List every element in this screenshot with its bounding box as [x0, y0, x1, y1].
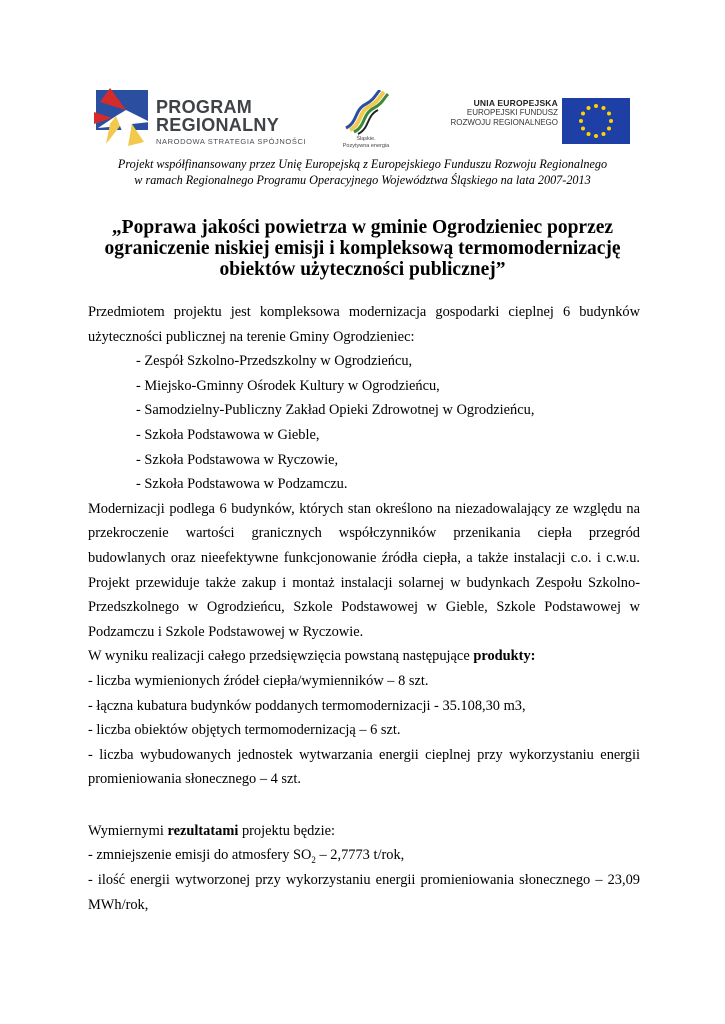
- document-body: [88, 300, 640, 917]
- modernization-line: Przedszkolnego w Ogrodzieńcu, Szkole Podstawowej w Gieble, Szkole Podstawowej w: [88, 599, 640, 616]
- title-line: obiektów użyteczności publicznej”: [219, 259, 506, 280]
- intro-line: użyteczności publicznej na terenie Gminy Ogrodzieniec:: [88, 328, 415, 345]
- spacer: [88, 792, 640, 819]
- result-item: - ilość energii wytworzonej przy wykorzystaniu energii promieniowania słonecznego – 23,09: [88, 872, 640, 889]
- building-item: - Szkoła Podstawowa w Gieble,: [136, 426, 320, 443]
- program-line2: REGIONALNY: [156, 115, 280, 135]
- funding-note: [40, 156, 685, 188]
- program-line1: PROGRAM: [156, 97, 253, 117]
- title-line: „Poprawa jakości powietrza w gminie Ogrodzieniec poprzez: [111, 217, 614, 238]
- logos-header: [0, 84, 725, 156]
- products-intro: [88, 644, 640, 669]
- modernization-line: przekroczenie wartości granicznych współczynników przenikania ciepła przegród: [88, 525, 640, 542]
- ue-line2: EUROPEJSKI FUNDUSZ: [466, 108, 558, 117]
- program-regionalny-star-icon: [92, 84, 154, 154]
- ue-text-logo: [438, 98, 558, 128]
- program-regionalny-logo: [92, 84, 312, 154]
- result-item: MWh/rok,: [88, 896, 149, 913]
- products-intro-text: W wyniku realizacji całego przedsięwzięcia powstaną następujące: [88, 648, 474, 665]
- intro-line: Przedmiotem projektu jest kompleksowa modernizacja gospodarki cieplnej 6 budynków: [88, 304, 640, 320]
- slaskie-logo: [340, 90, 392, 152]
- modernization-line: budowlanych oraz nieefektywne funkcjonowanie źródła ciepła, a także instalacji c.o. i c.w.u.: [88, 549, 640, 566]
- funding-note-line: w ramach Regionalnego Programu Operacyjnego Województwa Śląskiego na lata 2007-2013: [134, 173, 591, 187]
- building-item: - Szkoła Podstawowa w Podzamczu.: [136, 476, 348, 493]
- products-intro-bold: produkty:: [473, 648, 536, 665]
- eu-flag-icon: [562, 98, 630, 144]
- modernization-line: Modernizacji podlega 6 budynków, których stan określono na niezadowalający ze względu na: [88, 500, 640, 517]
- result-item: [88, 843, 640, 868]
- product-item: - liczba obiektów objętych termomodernizacją – 6 szt.: [88, 722, 401, 739]
- modernization-line: Projekt przewiduje także zakup i montaż instalacji solarnej w budynkach Zespołu Szkolno-: [88, 574, 640, 591]
- modernization-line: Podzamczu i Szkole Podstawowej w Ryczowie.: [88, 623, 364, 640]
- result-so2-value: – 2,7773 t/rok,: [315, 847, 405, 864]
- result-so2-subscript: 2: [311, 855, 316, 866]
- program-line3: NARODOWA STRATEGIA SPÓJNOŚCI: [156, 137, 307, 146]
- product-item: - liczba wybudowanych jednostek wytwarzania energii cieplnej przy wykorzystaniu energii: [88, 746, 640, 763]
- building-item: - Szkoła Podstawowa w Ryczowie,: [136, 451, 339, 468]
- building-item: - Zespół Szkolno-Przedszkolny w Ogrodzieńcu,: [136, 353, 413, 370]
- results-intro-after: projektu będzie:: [238, 822, 336, 839]
- product-item: - łączna kubatura budynków poddanych termomodernizacji - 35.108,30 m3,: [88, 697, 526, 714]
- ue-line1: UNIA EUROPEJSKA: [473, 98, 558, 108]
- title-line: ograniczenie niskiej emisji i kompleksową termomodernizację: [104, 238, 621, 259]
- results-intro: [88, 819, 640, 844]
- product-item: promieniowania słonecznego – 4 szt.: [88, 771, 301, 788]
- building-item: - Miejsko-Gminny Ośrodek Kultury w Ogrodzieńcu,: [136, 377, 440, 394]
- slaskie-line1: Śląskie.: [356, 136, 376, 142]
- product-item: - liczba wymienionych źródeł ciepła/wymienników – 8 szt.: [88, 672, 429, 689]
- ue-line3: ROZWOJU REGIONALNEGO: [450, 118, 558, 127]
- funding-note-line: Projekt współfinansowany przez Unię Europejską z Europejskiego Funduszu Rozwoju Regionalnego: [117, 157, 608, 171]
- results-intro-bold: rezultatami: [167, 822, 239, 839]
- building-item: - Samodzielny-Publiczny Zakład Opieki Zdrowotnej w Ogrodzieńcu,: [136, 402, 535, 419]
- document-title: [50, 217, 675, 280]
- result-so2-text: - zmniejszenie emisji do atmosfery SO: [88, 847, 312, 864]
- slaskie-wave-icon: [340, 90, 392, 136]
- results-intro-text: Wymiernymi: [88, 822, 168, 839]
- slaskie-line2: Pozytywna energia: [342, 143, 390, 149]
